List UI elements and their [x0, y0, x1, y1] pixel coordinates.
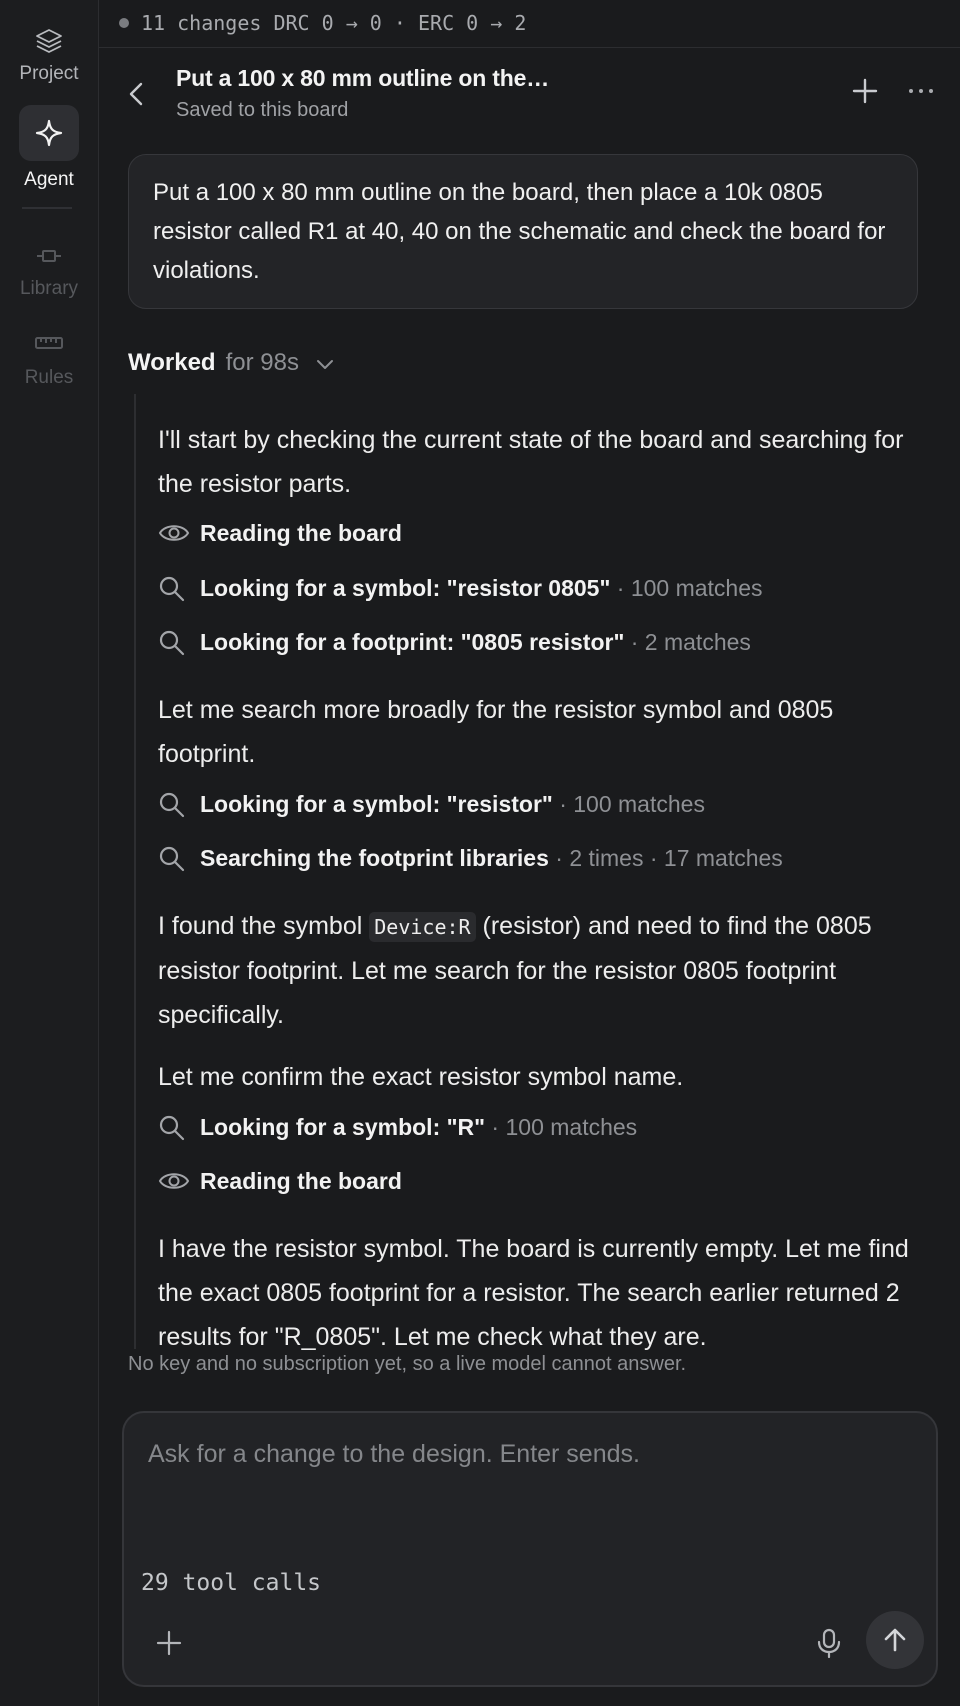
send-button[interactable]: [866, 1611, 924, 1669]
search-icon: [158, 845, 186, 873]
tool-call-label: Looking for a symbol: "R": [200, 1114, 486, 1140]
tool-call-label: Searching the footprint libraries: [200, 845, 549, 871]
conversation-header: [99, 48, 960, 152]
assistant-message: I'll start by checking the current state of the board and searching for the resistor parts.: [158, 426, 904, 498]
sidebar-item-label: Library: [19, 278, 79, 299]
status-dot: [119, 18, 129, 28]
search-icon: [158, 575, 186, 603]
message-composer[interactable]: [122, 1411, 938, 1687]
tool-call-meta: · 100 matches: [552, 791, 705, 817]
no-key-notice: No key and no subscription yet, so a live model cannot answer.: [128, 1353, 687, 1375]
more-options-icon[interactable]: [905, 75, 937, 107]
sparkle-icon: [35, 119, 63, 147]
search-icon: [158, 1114, 186, 1142]
sidebar-item-label: Agent: [24, 169, 74, 190]
worked-summary-toggle[interactable]: [128, 349, 336, 377]
tool-call-label: Reading the board: [200, 520, 402, 546]
message-text: (resistor) and need to find the 0805 resistor footprint. Let me search for the resistor 0805 footprint specifically.: [158, 912, 872, 1029]
conversation-title: Put a 100 x 80 mm outline on the…: [176, 65, 549, 91]
tool-call-label: Looking for a symbol: "resistor 0805": [200, 575, 611, 601]
conversation-subtitle: Saved to this board: [176, 99, 349, 121]
tool-call-meta: · 2 matches: [624, 629, 751, 655]
worked-label: Worked: [128, 349, 216, 376]
worked-duration: for 98s: [225, 349, 299, 376]
tool-call-meta: · 100 matches: [610, 575, 763, 601]
tool-calls-count: 29 tool calls: [141, 1570, 322, 1596]
tool-call-meta: · 100 matches: [485, 1114, 638, 1140]
drc-status: DRC 0 → 0: [273, 11, 382, 35]
sidebar-rail: [0, 0, 99, 1706]
assistant-message: Let me confirm the exact resistor symbol name.: [158, 1063, 684, 1091]
status-bar: [99, 0, 960, 48]
ruler-icon: [34, 332, 64, 362]
layers-icon: [34, 26, 64, 56]
status-separator: ·: [393, 11, 406, 35]
assistant-message: [158, 904, 928, 1037]
sidebar-item-label: Project: [19, 63, 79, 84]
eye-icon: [158, 520, 190, 546]
sidebar-item-project[interactable]: [0, 26, 98, 85]
eye-icon: [158, 1168, 190, 1194]
message-text: I found the symbol: [158, 912, 370, 940]
new-conversation-plus-icon[interactable]: [849, 75, 881, 107]
microphone-icon[interactable]: [814, 1627, 844, 1659]
sidebar-item-rules[interactable]: [0, 332, 98, 389]
user-message-bubble: Put a 100 x 80 mm outline on the board, then place a 10k 0805 resistor called R1 at 40, 40 on the schematic and check the board for violations.: [128, 154, 918, 309]
sidebar-divider: [22, 207, 72, 209]
arrow-up-icon: [881, 1626, 909, 1654]
sidebar-item-label: Rules: [24, 367, 74, 388]
assistant-message: Let me search more broadly for the resistor symbol and 0805 footprint.: [158, 696, 834, 768]
changes-count: 11 changes: [141, 11, 262, 35]
sidebar-item-agent[interactable]: [0, 105, 98, 191]
sidebar-item-library[interactable]: [0, 241, 98, 300]
tool-call-label: Looking for a footprint: "0805 resistor": [200, 629, 625, 655]
tool-call-meta: · 2 times · 17 matches: [548, 845, 783, 871]
attach-plus-icon[interactable]: [154, 1628, 184, 1658]
agent-icon-box: [19, 105, 79, 161]
chevron-down-icon: [314, 353, 336, 375]
search-icon: [158, 629, 186, 657]
back-chevron-icon[interactable]: [123, 76, 151, 112]
search-icon: [158, 791, 186, 819]
assistant-message: I have the resistor symbol. The board is currently empty. Let me find the exact 0805 footprint for a resistor. The search earlier returned 2 results for "R_0805". Let me check what they are.: [158, 1235, 909, 1351]
erc-status: ERC 0 → 2: [417, 11, 527, 35]
inline-code: Device:R: [369, 912, 475, 942]
thread-line: [134, 394, 136, 1349]
tool-call-label: Looking for a symbol: "resistor": [200, 791, 553, 817]
tool-call-label: Reading the board: [200, 1168, 402, 1194]
composer-input[interactable]: Ask for a change to the design. Enter sends.: [148, 1440, 640, 1468]
component-icon: [34, 241, 64, 271]
